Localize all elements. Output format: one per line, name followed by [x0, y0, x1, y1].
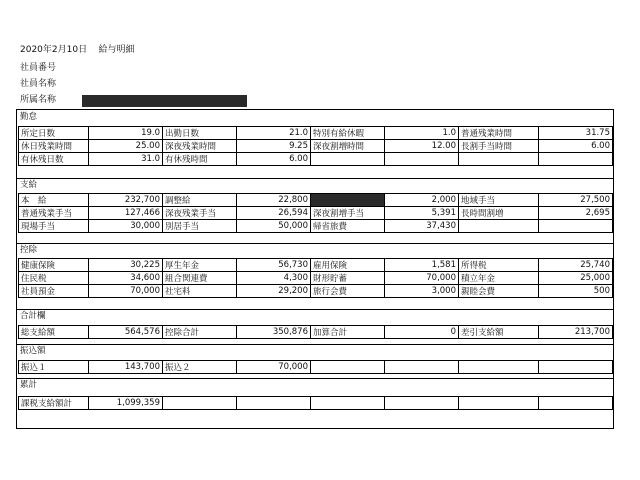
item-label: 普通残業手当: [19, 207, 89, 220]
item-label: 所定日数: [19, 127, 89, 140]
table-row: [19, 220, 613, 233]
table-row: [19, 361, 613, 374]
item-value: 564,576: [89, 326, 163, 339]
item-label: 深夜残業時間: [163, 140, 237, 153]
item-value: 21.0: [237, 127, 311, 140]
item-value: [385, 361, 459, 374]
section-kojo-title: 控除: [16, 243, 614, 257]
item-label: 課税支給額計: [19, 397, 89, 410]
item-label: 地域手当: [459, 194, 539, 207]
ruikei-table: [18, 396, 613, 410]
item-label: 住民税: [19, 272, 89, 285]
item-value: 34,600: [89, 272, 163, 285]
item-value: 30,000: [89, 220, 163, 233]
pay-date: 2020年2月10日: [20, 45, 88, 55]
item-label: 深夜割増手当: [311, 207, 385, 220]
table-row: [19, 140, 613, 153]
item-value: 500: [539, 285, 613, 298]
item-label: 積立年金: [459, 272, 539, 285]
table-row: [19, 326, 613, 339]
item-label: 振込１: [19, 361, 89, 374]
item-label: 現場手当: [19, 220, 89, 233]
redacted-department: [82, 95, 247, 107]
table-row: [19, 207, 613, 220]
item-value: 27,500: [539, 194, 613, 207]
item-value: 350,876: [237, 326, 311, 339]
table-row: [19, 153, 613, 166]
item-value: 70,000: [89, 285, 163, 298]
item-value: 127,466: [89, 207, 163, 220]
item-label: 社宅料: [163, 285, 237, 298]
item-label: 健康保険: [19, 259, 89, 272]
item-value: 0: [385, 326, 459, 339]
item-value: 3,000: [385, 285, 459, 298]
item-value: 4,300: [237, 272, 311, 285]
item-value: [539, 153, 613, 166]
item-value: 22,800: [237, 194, 311, 207]
item-label: [459, 153, 539, 166]
item-label: 出勤日数: [163, 127, 237, 140]
header-line: [20, 45, 135, 56]
item-label: 雇用保険: [311, 259, 385, 272]
item-label: [311, 153, 385, 166]
item-label: [459, 361, 539, 374]
item-label: 控除合計: [163, 326, 237, 339]
item-value: [385, 397, 459, 410]
item-value: 26,594: [237, 207, 311, 220]
item-value: [385, 153, 459, 166]
item-label: 旅行会費: [311, 285, 385, 298]
item-label: 長割手当時間: [459, 140, 539, 153]
furikomi-table: [18, 360, 613, 374]
item-label: 有休残時間: [163, 153, 237, 166]
item-label: 普通残業時間: [459, 127, 539, 140]
section-kintai-title: 勤怠: [20, 112, 38, 122]
item-value: 29,200: [237, 285, 311, 298]
item-value: 30,225: [89, 259, 163, 272]
item-label: 財形貯蓄: [311, 272, 385, 285]
item-label: 別居手当: [163, 220, 237, 233]
table-row: [19, 127, 613, 140]
item-value: 6.00: [539, 140, 613, 153]
item-label: [311, 397, 385, 410]
item-value: 2,000: [385, 194, 459, 207]
item-value: 2,695: [539, 207, 613, 220]
item-value: [237, 397, 311, 410]
item-value: 70,000: [385, 272, 459, 285]
item-value: 1.0: [385, 127, 459, 140]
table-row: [19, 259, 613, 272]
item-label: 総支給額: [19, 326, 89, 339]
table-row: [19, 194, 613, 207]
item-label: [311, 361, 385, 374]
item-value: 56,730: [237, 259, 311, 272]
item-label: [459, 220, 539, 233]
item-value: 50,000: [237, 220, 311, 233]
employee-name-label: 社員名称: [20, 79, 57, 89]
section-gokei-title: 合計欄: [16, 309, 614, 323]
item-value: 37,430: [385, 220, 459, 233]
gokei-table: [18, 325, 613, 339]
kojo-table: [18, 258, 613, 298]
item-value: 5,391: [385, 207, 459, 220]
table-row: [19, 285, 613, 298]
item-value: 143,700: [89, 361, 163, 374]
table-row: [19, 272, 613, 285]
item-label: 差引支給額: [459, 326, 539, 339]
item-value: [539, 361, 613, 374]
item-label: 組合関連費: [163, 272, 237, 285]
section-shikyu-title: 支給: [16, 178, 614, 192]
section-ruikei-title: 累計: [16, 378, 614, 392]
item-label: 深夜残業手当: [163, 207, 237, 220]
item-label: 深夜割増時間: [311, 140, 385, 153]
item-value: 1,581: [385, 259, 459, 272]
item-value: 31.0: [89, 153, 163, 166]
item-value: 19.0: [89, 127, 163, 140]
item-value: 232,700: [89, 194, 163, 207]
section-furikomi-title: 振込額: [16, 344, 614, 358]
item-label: 調整給: [163, 194, 237, 207]
item-label: [163, 397, 237, 410]
item-label: 社員預金: [19, 285, 89, 298]
item-label: 本 給: [19, 194, 89, 207]
item-label: [459, 397, 539, 410]
item-value: 25.00: [89, 140, 163, 153]
item-value: [539, 220, 613, 233]
item-value: 6.00: [237, 153, 311, 166]
item-label: 有休残日数: [19, 153, 89, 166]
item-label: 特別有給休暇: [311, 127, 385, 140]
item-label: 帰省旅費: [311, 220, 385, 233]
item-label: 休日残業時間: [19, 140, 89, 153]
item-label: 長時間割増: [459, 207, 539, 220]
redacted-item-label: [311, 194, 385, 207]
item-value: 70,000: [237, 361, 311, 374]
shikyu-table: [18, 193, 613, 233]
item-label: 振込２: [163, 361, 237, 374]
item-label: 加算合計: [311, 326, 385, 339]
item-label: 厚生年金: [163, 259, 237, 272]
table-row: [19, 397, 613, 410]
item-value: 1,099,359: [89, 397, 163, 410]
department-label: 所属名称: [20, 95, 57, 105]
item-value: 9.25: [237, 140, 311, 153]
item-label: 親睦会費: [459, 285, 539, 298]
employee-no-label: 社員番号: [20, 63, 57, 73]
item-value: 25,000: [539, 272, 613, 285]
item-label: 所得税: [459, 259, 539, 272]
item-value: 25,740: [539, 259, 613, 272]
item-value: 12.00: [385, 140, 459, 153]
item-value: 213,700: [539, 326, 613, 339]
item-value: 31.75: [539, 127, 613, 140]
kintai-table: [18, 126, 613, 166]
document-title: 給与明細: [98, 45, 135, 55]
item-value: [539, 397, 613, 410]
